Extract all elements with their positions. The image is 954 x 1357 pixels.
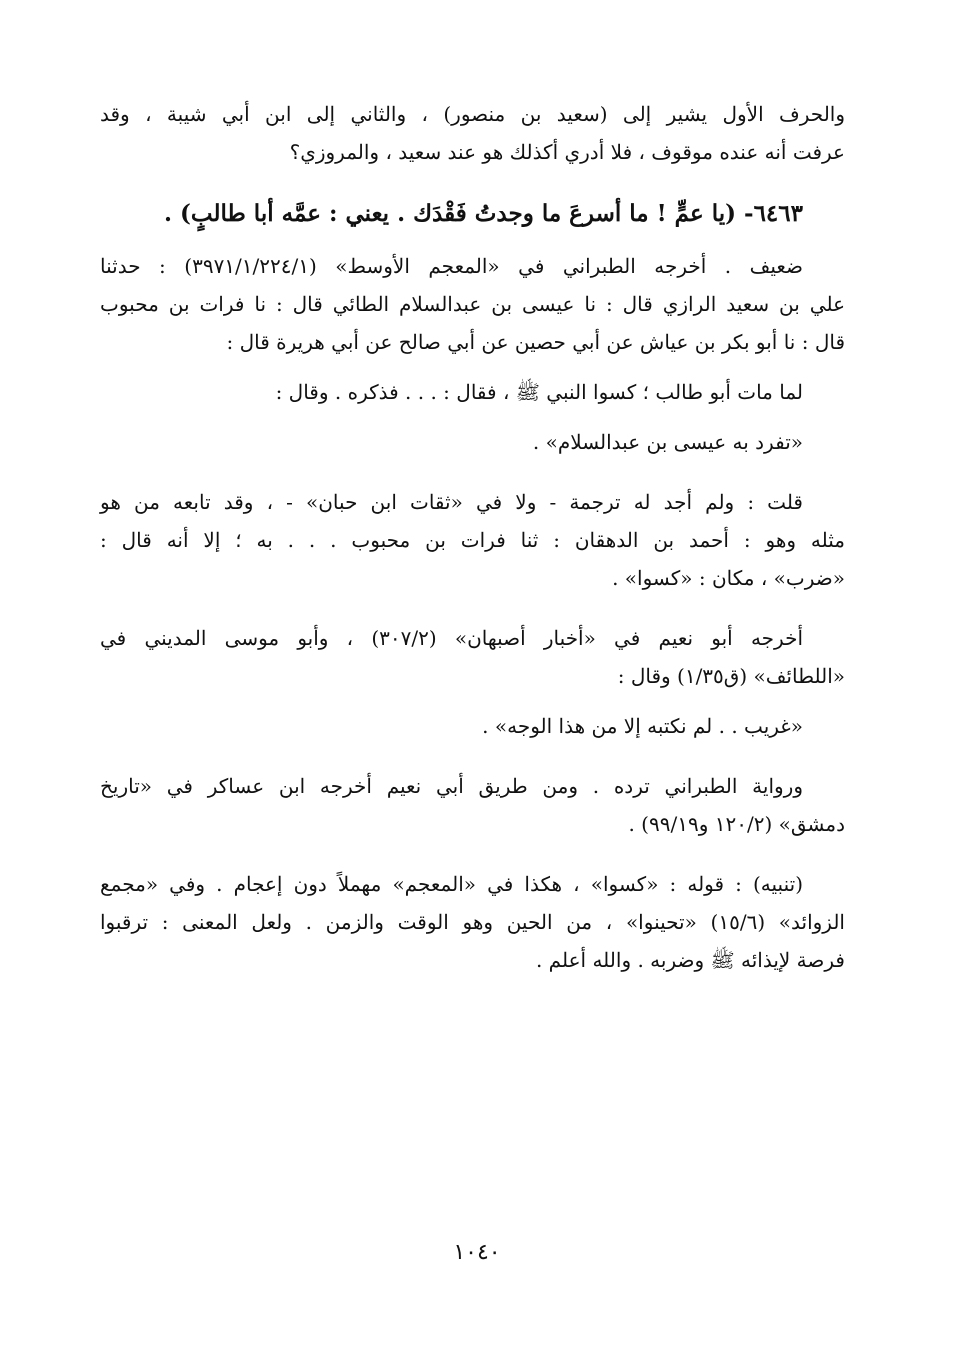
page-number: ١٠٤٠ — [453, 1240, 501, 1265]
page-body — [100, 95, 845, 979]
text-line: ورواية الطبراني ترده . ومن طريق أبي نعيم أخرجه ابن عساكر في «تاريخ — [100, 774, 803, 798]
paragraph-intro — [100, 95, 845, 171]
hadith-heading — [100, 193, 845, 235]
text-line: «تفرد به عيسى بن عبدالسلام» . — [532, 430, 803, 454]
paragraph-quote-1 — [100, 423, 845, 461]
hadith-text: ٦٤٦٣- (يا عمٍّ ! ما أسرعَ ما وجدتُ فَقْدَك . يعني : عمَّه أبا طالبٍ) . — [164, 200, 803, 227]
paragraph-matn — [100, 373, 845, 411]
text-line: «اللطائف» (ق١/٣٥) وقال : — [617, 664, 845, 688]
text-line: مثله وهو : أحمد بن الدهقان : ثنا فرات بن محبوب . . . به ؛ إلا أنه قال : — [100, 528, 845, 552]
text-line: علي بن سعيد الرازي قال : نا عيسى بن عبدالسلام الطائي قال : نا فرات بن محبوب — [100, 292, 845, 316]
text-line: «غريب . . لم نكتبه إلا من هذا الوجه» . — [482, 714, 803, 738]
text-line: دمشق» (١٢٠/٢ و٩٩/١٩) . — [628, 812, 845, 836]
paragraph-ibn-asakir — [100, 767, 845, 843]
text-line: والحرف الأول يشير إلى (سعيد بن منصور) ، والثاني إلى ابن أبي شيبة ، وقد — [100, 102, 845, 126]
text-line: لما مات أبو طالب ؛ كسوا النبي ﷺ ، فقال : . . . فذكره . وقال : — [275, 380, 803, 404]
text-line: أخرجه أبو نعيم في «أخبار أصبهان» (٣٠٧/٢) ، وأبو موسى المديني في — [100, 626, 803, 650]
text-line: (تنبيه) : قوله : «كسوا» ، هكذا في «المعجم» مهملاً دون إعجام . وفي «مجمع — [100, 872, 803, 896]
text-line: عرفت أنه عنده موقوف ، فلا أدري أكذلك هو عند سعيد ، والمروزي؟ — [289, 140, 845, 164]
text-line: فرصة لإيذائه ﷺ وضربه . والله أعلم . — [535, 948, 845, 972]
text-line: الزوائد» (١٥/٦) «تحينوا» ، من الحين وهو الوقت والزمن . ولعل المعنى : ترقبوا — [100, 910, 845, 934]
paragraph-quote-2 — [100, 707, 845, 745]
text-line: قال : نا أبو بكر بن عياش عن أبي حصين عن أبي صالح عن أبي هريرة قال : — [226, 330, 845, 354]
text-line: ضعيف . أخرجه الطبراني في «المعجم الأوسط» (٣٩٧١/١/٢٢٤/١) : حدثنا — [100, 254, 804, 278]
paragraph-tanbih — [100, 865, 845, 979]
paragraph-takhrij — [100, 247, 845, 361]
paragraph-abu-nuaym — [100, 619, 845, 695]
paragraph-qult — [100, 483, 845, 597]
text-line: قلت : ولم أجد له ترجمة - ولا في «ثقات ابن حبان» - ، وقد تابعه من هو — [100, 490, 803, 514]
text-line: «ضرب» ، مكان : «كسوا» . — [612, 566, 845, 590]
